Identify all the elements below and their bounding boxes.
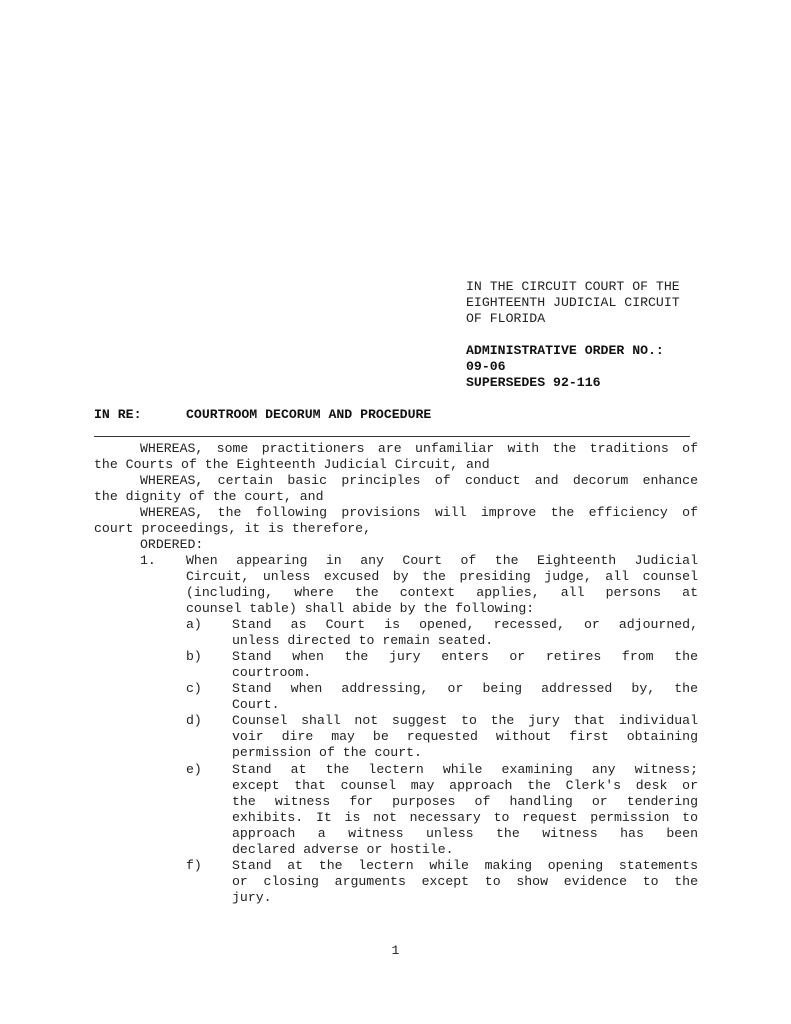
whereas-1-line-2: the Courts of the Eighteenth Judicial Circuit, and xyxy=(94,457,490,472)
subitem-line: voir dire may be requested without first obtaining xyxy=(232,729,698,744)
whereas-3-line-2: court proceedings, it is therefore, xyxy=(94,521,371,536)
subitem-line: Court. xyxy=(232,697,280,712)
page-number: 1 xyxy=(391,943,400,958)
court-name-line-3: OF FLORIDA xyxy=(466,311,546,326)
item-1-number: 1. xyxy=(140,553,156,568)
subitem-line: jury. xyxy=(232,890,272,905)
whereas-3-line-1: WHEREAS, the following provisions will improve the efficiency of xyxy=(140,505,698,520)
item-1-line: (including, where the context applies, all persons at xyxy=(186,585,698,600)
subitem-label: d) xyxy=(186,713,202,728)
in-re-label: IN RE: xyxy=(94,407,142,422)
subitem-line: declared adverse or hostile. xyxy=(232,842,454,857)
whereas-2-line-1: WHEREAS, certain basic principles of conduct and decorum enhance xyxy=(140,473,698,488)
subitem-line: Stand when the jury enters or retires from the xyxy=(232,649,698,664)
order-number: 09-06 xyxy=(466,359,506,374)
item-1-line: Circuit, unless excused by the presiding judge, all counsel xyxy=(186,569,698,584)
whereas-2-line-2: the dignity of the court, and xyxy=(94,489,324,504)
item-1-line: When appearing in any Court of the Eighteenth Judicial xyxy=(186,553,698,568)
subitem-line: courtroom. xyxy=(232,665,312,680)
subitem-label: b) xyxy=(186,649,202,664)
court-name-line-1: IN THE CIRCUIT COURT OF THE xyxy=(466,279,680,294)
subitem-label: c) xyxy=(186,681,202,696)
in-re-title: COURTROOM DECORUM AND PROCEDURE xyxy=(186,407,432,422)
subitem-line: approach a witness unless the witness has been xyxy=(232,826,698,841)
order-label: ADMINISTRATIVE ORDER NO.: xyxy=(466,343,664,358)
subitem-line: exhibits. It is not necessary to request permission to xyxy=(232,810,698,825)
subitem-line: unless directed to remain seated. xyxy=(232,633,494,648)
subitem-label: e) xyxy=(186,762,202,777)
subitem-line: Counsel shall not suggest to the jury that individual xyxy=(232,713,698,728)
supersedes-line: SUPERSEDES 92-116 xyxy=(466,375,601,390)
subitem-line: Stand at the lectern while making opening statements xyxy=(232,858,698,873)
subitem-label: f) xyxy=(186,858,202,873)
subitem-line: permission of the court. xyxy=(232,745,422,760)
subitem-line: Stand as Court is opened, recessed, or adjourned, xyxy=(232,617,698,632)
subitem-line: or closing arguments except to show evidence to the xyxy=(232,874,698,889)
subitem-line: Stand when addressing, or being addressed by, the xyxy=(232,681,698,696)
item-1-line: counsel table) shall abide by the following: xyxy=(186,601,535,616)
subitem-line: except that counsel may approach the Clerk's desk or xyxy=(232,778,698,793)
ordered-label: ORDERED: xyxy=(140,537,204,552)
subitem-line: Stand at the lectern while examining any witness; xyxy=(232,762,698,777)
whereas-1-line-1: WHEREAS, some practitioners are unfamiliar with the traditions of xyxy=(140,441,698,456)
subitem-label: a) xyxy=(186,617,202,632)
court-name-line-2: EIGHTEENTH JUDICIAL CIRCUIT xyxy=(466,295,680,310)
subitem-line: the witness for purposes of handling or tendering xyxy=(232,794,698,809)
heading-divider xyxy=(94,436,690,437)
